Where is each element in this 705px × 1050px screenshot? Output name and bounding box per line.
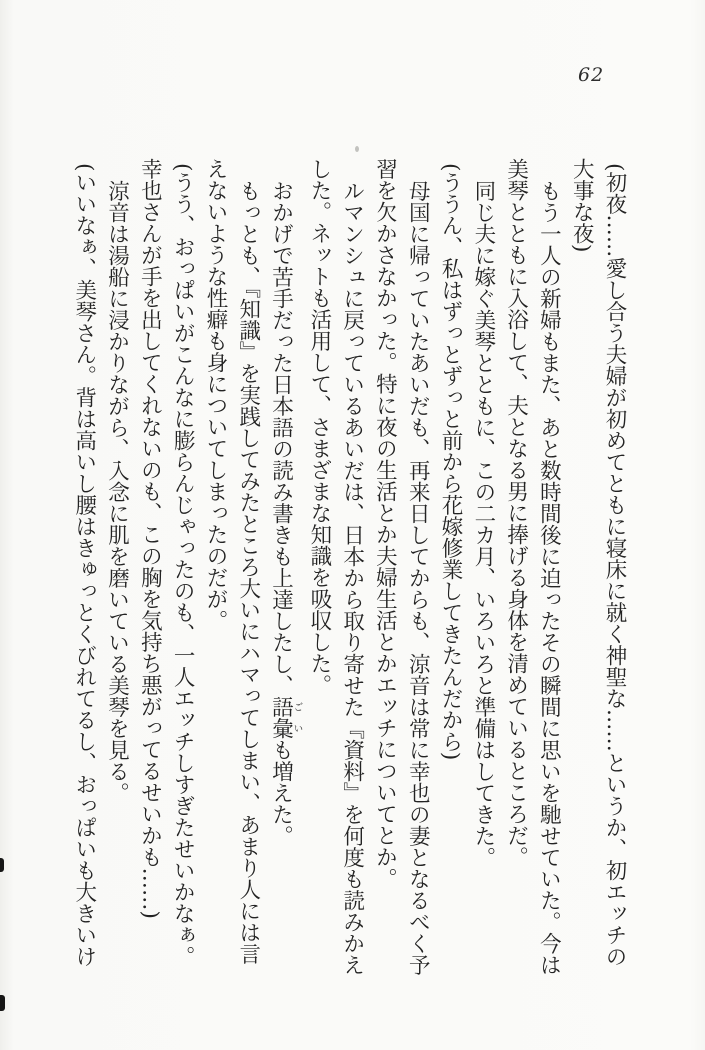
text-line: (うう、おっぱいがこんなに膨らんじゃったのも、一人エッチしすぎたせいかなぁ。 — [170, 163, 196, 968]
text-line: 母国に帰っていたあいだも、再来日してからも、涼音は常に幸也の妻となるべく予 — [405, 179, 431, 975]
scan-artifact — [0, 858, 4, 872]
text-line: えないような性癖も身についてしまったのだが。 — [202, 158, 228, 631]
text-line: ルマンシュに戻っているあいだは、日本から取り寄せた『資料』を何度も読みかえ — [339, 179, 365, 975]
text-line: 美琴とともに入浴して、夫となる男に捧げる身体を清めているところだ。 — [503, 158, 529, 868]
text-line: (いいなぁ、美琴さん。背は高いし腰はきゅっとくびれてるし、おっぱいも大きいけ — [71, 163, 97, 968]
text-line: 涼音は湯船に浸かりながら、入念に肌を磨いている美琴を見る。 — [104, 179, 130, 803]
text-line: 幸也さんが手を出してくれないのも、この胸を気持ち悪がってるせいかも……) — [137, 158, 163, 919]
text-line: した。ネットも活用して、さまざまな知識を吸収した。 — [306, 158, 332, 696]
text-line: (初夜……愛し合う夫婦が初めてともに寝床に就く神聖な……というか、初エッチの — [602, 163, 627, 968]
text-line: 大事な夜) — [569, 158, 595, 253]
text-line: もう一人の新婦もまた、あと数時間後に迫ったその瞬間に思いを馳せていた。今は — [536, 179, 562, 975]
text-line: 習を欠かさなかった。特に夜の生活とか夫婦生活とかエッチについてとか。 — [372, 158, 398, 889]
text-line: もっとも、『知識』を実践してみたところ大いにハマってしまい、あまり人には言 — [235, 179, 261, 965]
scan-artifact — [355, 146, 359, 152]
text-line: 同じ夫に嫁ぐ美琴とともに、この二カ月、いろいろと準備はしてきた。 — [470, 179, 496, 868]
ruby-annotated-word: 語彙ごい — [268, 695, 303, 739]
scan-artifact — [0, 995, 5, 1011]
text-line: おかげで苦手だった日本語の読み書きも上達したし、語彙ごいも増えた。 — [268, 179, 303, 846]
text-line: (ううん、私はずっとずっと前から花嫁修業してきたんだから) — [438, 163, 464, 761]
page-number: 62 — [578, 64, 605, 86]
body-text — [72, 158, 630, 990]
